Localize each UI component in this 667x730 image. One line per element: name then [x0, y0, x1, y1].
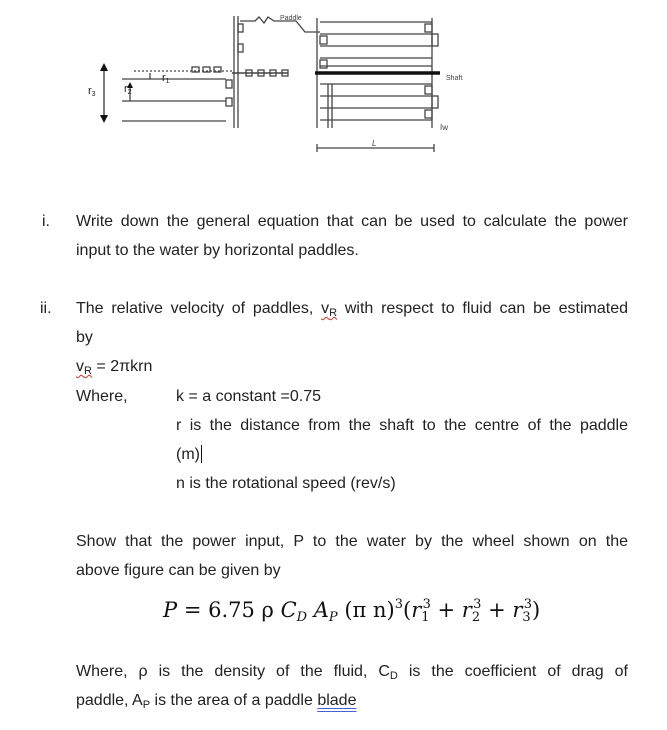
- power-formula: P = 6.75 ρ $C_D$ $A_P$ (π $n)^3(r_1^3 + r_2^3 + r_3^3)$: [163, 597, 541, 625]
- vr-symbol: $v_R$: [321, 300, 338, 319]
- paddle-label: Paddle: [280, 15, 302, 22]
- right-block: [425, 24, 432, 32]
- where2-line1: Where, ρ is the density of the fluid, $C_D$ is the coefficient of drag of: [76, 663, 628, 682]
- question-i-marker: i.: [42, 213, 50, 230]
- text-cursor: [201, 445, 202, 463]
- r3-arrow-bottom: [100, 115, 108, 123]
- def-n: n is the rotational speed (rev/s): [176, 475, 396, 492]
- question-i-line1: Write down the general equation that can be used to calculate the power: [76, 213, 628, 230]
- def-r-line2: (m): [176, 446, 200, 463]
- r3-label: r3: [88, 85, 96, 98]
- right-block: [320, 60, 327, 68]
- where-label: Where,: [76, 388, 128, 405]
- r2-arrow-top: [127, 82, 133, 88]
- where2-line2: paddle, $A_P$ is the area of a paddle blade: [76, 692, 357, 711]
- show-line2: above figure can be given by: [76, 562, 281, 579]
- right-block: [432, 96, 438, 108]
- frame-block: [226, 98, 232, 106]
- question-i-line2: input to the water by horizontal paddles.: [76, 242, 359, 259]
- blade-word: blade: [317, 692, 357, 709]
- right-block: [425, 86, 432, 94]
- right-block: [425, 110, 432, 118]
- frame-block: [238, 44, 243, 52]
- question-ii-line1: The relative velocity of paddles, $v_R$ with respect to fluid can be estimated: [76, 300, 628, 319]
- right-block: [432, 34, 438, 46]
- frame-block: [226, 80, 232, 88]
- right-block: [320, 36, 327, 44]
- def-r-line1: r is the distance from the shaft to the centre of the paddle: [176, 417, 628, 434]
- length-label: L: [372, 139, 377, 148]
- r3-arrow-top: [100, 63, 108, 71]
- frame-block: [238, 24, 243, 32]
- w-label: Iw: [440, 123, 448, 132]
- shaft-label: Shaft: [446, 75, 463, 82]
- show-line1: Show that the power input, P to the water by the wheel shown on the: [76, 533, 628, 550]
- paddle-wheel-figure: [0, 0, 667, 170]
- def-k: k = a constant =0.75: [176, 388, 321, 405]
- question-ii-line2: by: [76, 329, 93, 346]
- r1-label: r1: [162, 72, 170, 85]
- velocity-equation: $v_R = 2\pi krn$: [76, 358, 153, 377]
- r2-label: r2: [124, 83, 132, 96]
- question-ii-marker: ii.: [40, 300, 52, 317]
